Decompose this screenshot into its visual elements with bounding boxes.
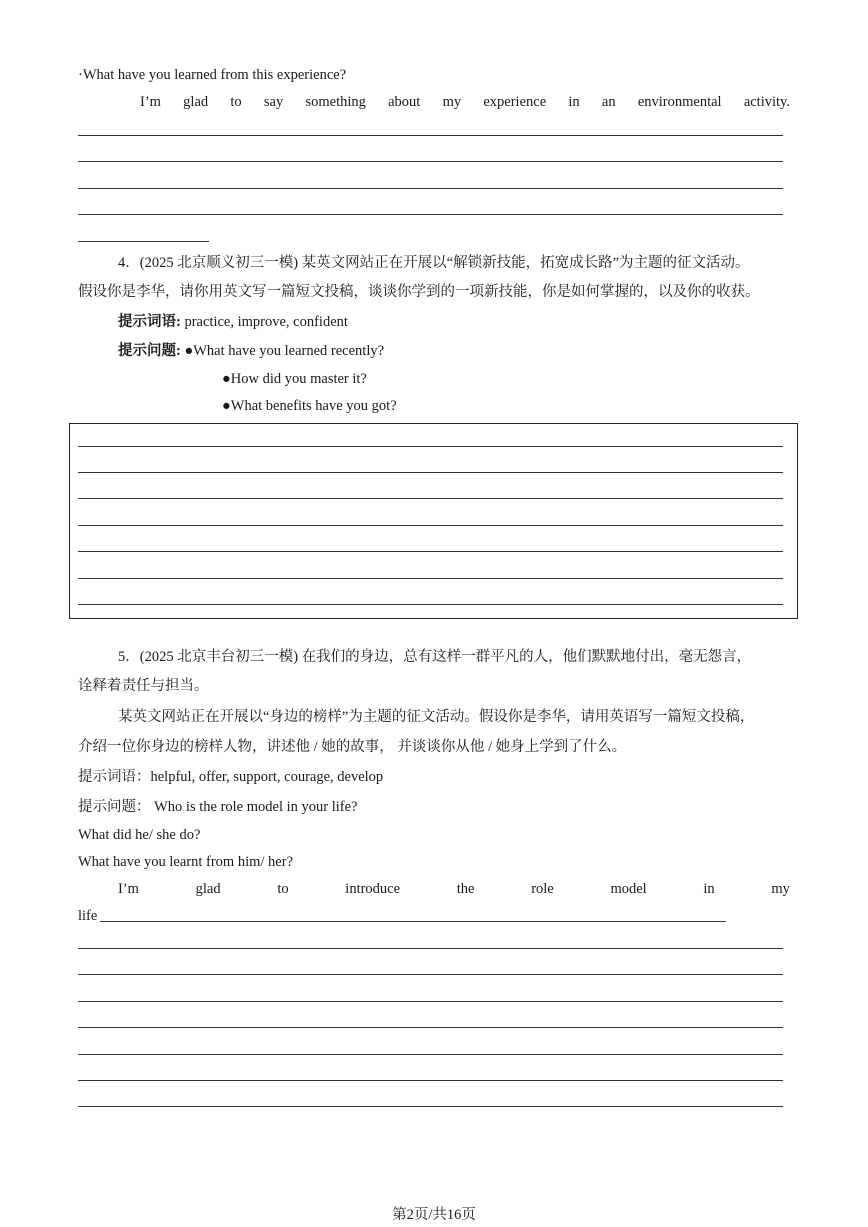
starter-word: role bbox=[531, 881, 554, 897]
writing-line bbox=[78, 551, 783, 552]
starter-word: say bbox=[263, 94, 284, 110]
q4-answer-box bbox=[69, 423, 798, 619]
starter-word: experience bbox=[483, 94, 547, 110]
starter-word: in bbox=[568, 94, 580, 110]
hint-words-text: practice, improve, confident bbox=[180, 314, 348, 330]
starter-word: I’m bbox=[140, 94, 161, 110]
starter-word: activity. bbox=[743, 94, 790, 110]
q5-hint-question-3: What have you learnt from him/ her? bbox=[78, 854, 294, 870]
starter-word: environmental bbox=[637, 94, 722, 110]
starter-word: something bbox=[305, 94, 366, 110]
q4-hint-words bbox=[118, 313, 348, 331]
hint-words-label: 提示词语: bbox=[118, 314, 181, 330]
writing-line bbox=[78, 498, 783, 499]
starter-word: my bbox=[442, 94, 462, 110]
q4-prompt-line2: 假设你是李华，请你用英文写一篇短文投稿，谈谈你学到的一项新技能，你是如何掌握的，以及你的收获。 bbox=[78, 284, 760, 300]
q4-hint-question-2: ●How did you master it? bbox=[222, 371, 367, 387]
q5-prompt-line1: 5．(2025 北京丰台初三一模) 在我们的身边，总有这样一群平凡的人，他们默默地付出，毫无怨言， bbox=[118, 649, 752, 665]
q5-prompt-line3: 某英文网站正在开展以“身边的榜样”为主题的征文活动。假设你是李华，请用英语写一篇短文投稿， bbox=[118, 709, 755, 725]
q5-hint-question-2: What did he/ she do? bbox=[78, 827, 201, 843]
q5-prompt-line2: 诠释着责任与担当。 bbox=[78, 678, 209, 694]
writing-line bbox=[78, 974, 783, 975]
q4-hint-question-3: ●What benefits have you got? bbox=[222, 398, 397, 414]
starter-word: model bbox=[610, 881, 647, 897]
starter-word: glad bbox=[195, 881, 221, 897]
q5-starter-tail: life bbox=[78, 908, 98, 924]
writing-line bbox=[78, 604, 783, 605]
writing-line bbox=[78, 1080, 783, 1081]
starter-word: to bbox=[277, 881, 289, 897]
writing-line bbox=[78, 948, 783, 949]
writing-line bbox=[78, 188, 783, 189]
starter-word: I’m bbox=[118, 881, 139, 897]
q3-last-prompt: ·What have you learned from this experience? bbox=[78, 67, 347, 83]
q5-prompt-line4: 介绍一位你身边的榜样人物，讲述他 / 她的故事， 并谈谈你从他 / 她身上学到了什么。 bbox=[78, 739, 627, 755]
starter-word: about bbox=[388, 94, 421, 110]
writing-line bbox=[78, 135, 783, 136]
writing-line bbox=[78, 1001, 783, 1002]
page-number: 第2页/共16页 bbox=[392, 1207, 476, 1223]
starter-word: an bbox=[601, 94, 616, 110]
starter-word: introduce bbox=[345, 881, 401, 897]
writing-line bbox=[78, 472, 783, 473]
question-text: ●What have you learned recently? bbox=[184, 343, 385, 359]
q4-hint-question-1 bbox=[118, 342, 384, 360]
writing-line bbox=[100, 921, 726, 922]
writing-line bbox=[78, 1106, 783, 1107]
writing-line bbox=[78, 578, 783, 579]
starter-word: to bbox=[230, 94, 242, 110]
hint-questions-label: 提示问题: bbox=[118, 343, 181, 359]
q3-starter-sentence bbox=[140, 93, 790, 111]
writing-line bbox=[78, 1054, 783, 1055]
writing-line bbox=[78, 214, 783, 215]
writing-line-short bbox=[78, 241, 209, 242]
starter-word: my bbox=[771, 881, 790, 897]
writing-line bbox=[78, 161, 783, 162]
q4-prompt-line1: 4．(2025 北京顺义初三一模) 某英文网站正在开展以“解锁新技能，拓宽成长路”为主题的征文活动。 bbox=[118, 255, 750, 271]
starter-word: the bbox=[456, 881, 475, 897]
starter-word: glad bbox=[183, 94, 209, 110]
q5-starter-sentence bbox=[118, 880, 790, 898]
writing-line bbox=[78, 446, 783, 447]
q5-hint-words: 提示词语：helpful, offer, support, courage, develop bbox=[78, 769, 384, 785]
starter-word: in bbox=[703, 881, 715, 897]
q5-hint-question-1: 提示问题： Who is the role model in your life? bbox=[78, 799, 358, 815]
writing-line bbox=[78, 525, 783, 526]
writing-line bbox=[78, 1027, 783, 1028]
